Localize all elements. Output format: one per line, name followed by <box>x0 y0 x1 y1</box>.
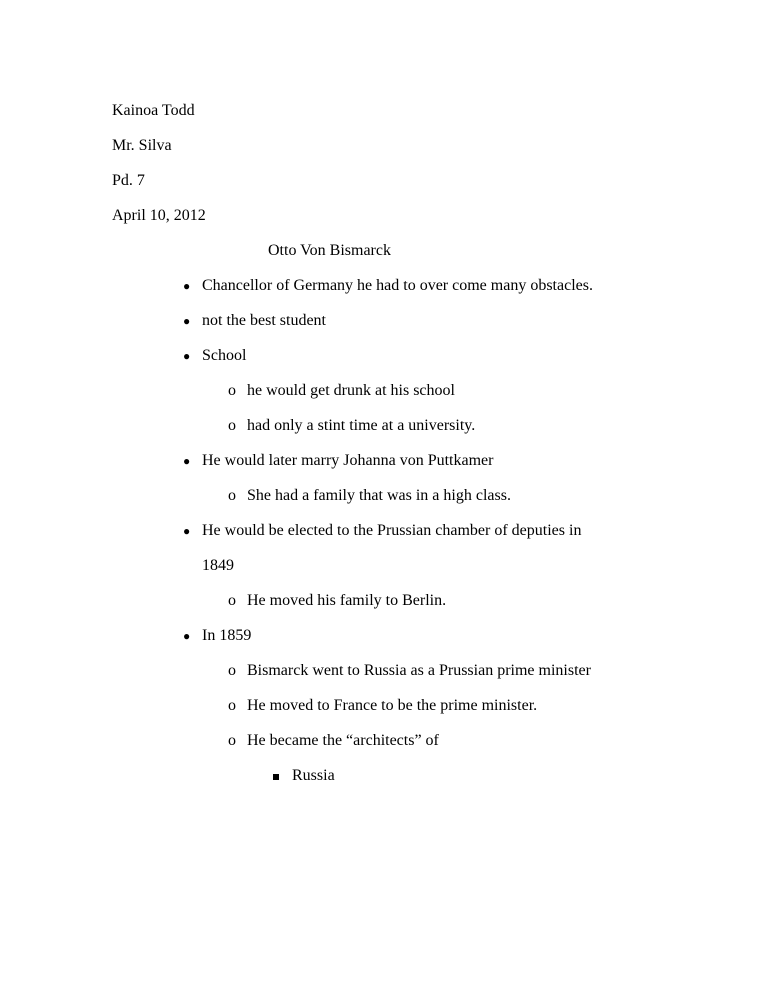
circle-bullet-icon: o <box>228 417 236 434</box>
student-name: Kainoa Todd <box>112 102 195 119</box>
circle-bullet-icon: o <box>228 662 236 679</box>
outline-item-text: In 1859 <box>202 627 252 644</box>
circle-bullet-icon: o <box>228 592 236 609</box>
outline-subitem-text: He moved his family to Berlin. <box>247 592 447 609</box>
disc-bullet-icon: ● <box>183 629 191 643</box>
outline-item-text: not the best student <box>202 312 326 329</box>
outline-subitem-text: he would get drunk at his school <box>247 382 455 399</box>
document-title: Otto Von Bismarck <box>268 242 391 259</box>
outline-item-text: He would be elected to the Prussian chamber of deputies in <box>202 522 582 539</box>
outline-item-text: He would later marry Johanna von Puttkamer <box>202 452 494 469</box>
disc-bullet-icon: ● <box>183 314 191 328</box>
teacher-name: Mr. Silva <box>112 137 172 154</box>
disc-bullet-icon: ● <box>183 279 191 293</box>
class-period: Pd. 7 <box>112 172 145 189</box>
circle-bullet-icon: o <box>228 382 236 399</box>
outline-subitem-text: Bismarck went to Russia as a Prussian prime minister <box>247 662 591 679</box>
outline-subitem-text: She had a family that was in a high class. <box>247 487 511 504</box>
disc-bullet-icon: ● <box>183 349 191 363</box>
outline-subitem-text: He moved to France to be the prime minister. <box>247 697 538 714</box>
circle-bullet-icon: o <box>228 732 236 749</box>
circle-bullet-icon: o <box>228 697 236 714</box>
square-bullet-icon <box>273 766 279 786</box>
outline-subitem-text: had only a stint time at a university. <box>247 417 476 434</box>
circle-bullet-icon: o <box>228 487 236 504</box>
outline-subitem-text: He became the “architects” of <box>247 732 439 749</box>
outline-item-text: Chancellor of Germany he had to over come many obstacles. <box>202 277 593 294</box>
outline-item-continuation: 1849 <box>202 557 234 574</box>
disc-bullet-icon: ● <box>183 524 191 538</box>
disc-bullet-icon: ● <box>183 454 191 468</box>
outline-item-text: School <box>202 347 247 364</box>
document-date: April 10, 2012 <box>112 207 206 224</box>
outline-subsubitem-text: Russia <box>292 767 335 784</box>
